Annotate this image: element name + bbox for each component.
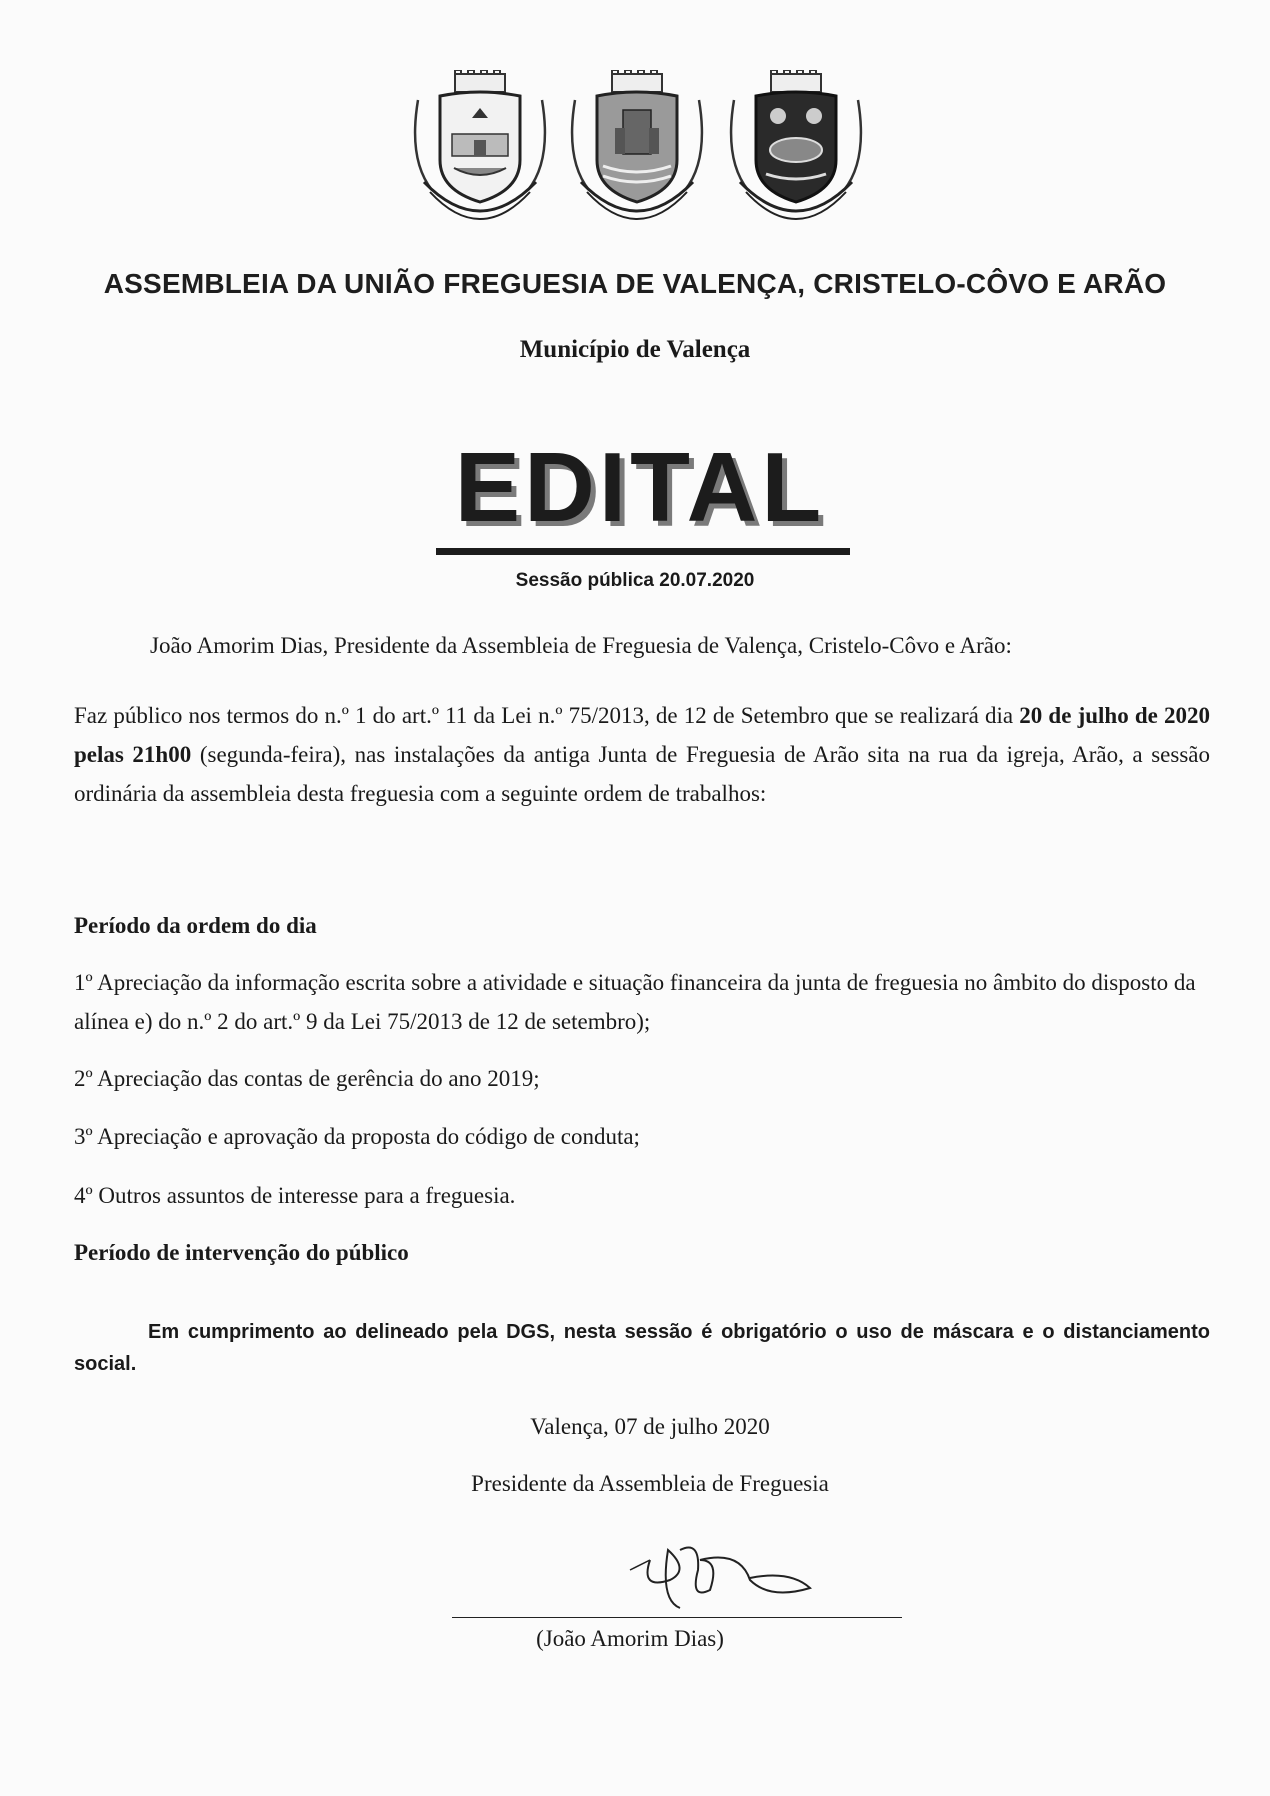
- signer-name: (João Amorim Dias): [536, 1626, 724, 1651]
- announcement-paragraph: [74, 696, 1210, 813]
- session-subtitle: Sessão pública 20.07.2020: [515, 570, 755, 591]
- agenda-item: 1º Apreciação da informação escrita sobre a atividade e situação financeira da junta de freguesia no âmbito do disposto da alínea e) do n.º 2 do art.º 9 da Lei 75/2013 de 12 de setembro);: [74, 970, 1196, 1034]
- agenda-heading: Período da ordem do dia: [74, 913, 317, 938]
- municipality-name: Município de Valença: [519, 336, 751, 363]
- intro-paragraph: João Amorim Dias, Presidente da Assembleia de Freguesia de Valença, Cristelo-Côvo e Arão:: [150, 633, 1012, 658]
- dgs-notice: Em cumprimento ao delineado pela DGS, nesta sessão é obrigatório o uso de máscara e o distanciamento social.: [74, 1321, 1210, 1375]
- assembly-title: ASSEMBLEIA DA UNIÃO FREGUESIA DE VALENÇA, CRISTELO-CÔVO E ARÃO: [103, 268, 1167, 299]
- place-date: Valença, 07 de julho 2020: [530, 1414, 770, 1439]
- crest-arao-valenca: [726, 70, 866, 230]
- crest-cristelo-covo: [567, 70, 707, 230]
- signer-title: Presidente da Assembleia de Freguesia: [471, 1471, 829, 1496]
- announcement-date: 20 de julho de 2020 pelas 21h00: [74, 703, 1210, 767]
- edital-underline: [436, 548, 850, 555]
- signature-line: [452, 1617, 902, 1618]
- agenda-item: 4º Outros assuntos de interesse para a freguesia.: [74, 1183, 516, 1208]
- announcement-line1: Faz público nos termos do n.º 1 do art.º 11 da Lei n.º 75/2013, de 12 de Setembro que se realizará dia: [74, 703, 1014, 728]
- crest-freguesia-de-valenca: [410, 70, 550, 230]
- public-heading: Período de intervenção do público: [74, 1240, 409, 1265]
- agenda-item: 3º Apreciação e aprovação da proposta do código de conduta;: [74, 1124, 640, 1149]
- announcement-rest: (segunda-feira), nas instalações da antiga Junta de Freguesia de Arão sita na rua da igreja, Arão, a sessão ordinária da assembleia desta freguesia com a seguinte ordem de trabalhos:: [74, 742, 1210, 806]
- agenda-item: 2º Apreciação das contas de gerência do ano 2019;: [74, 1066, 540, 1091]
- edital-title: EDITAL: [454, 432, 826, 542]
- signature: [610, 1520, 830, 1620]
